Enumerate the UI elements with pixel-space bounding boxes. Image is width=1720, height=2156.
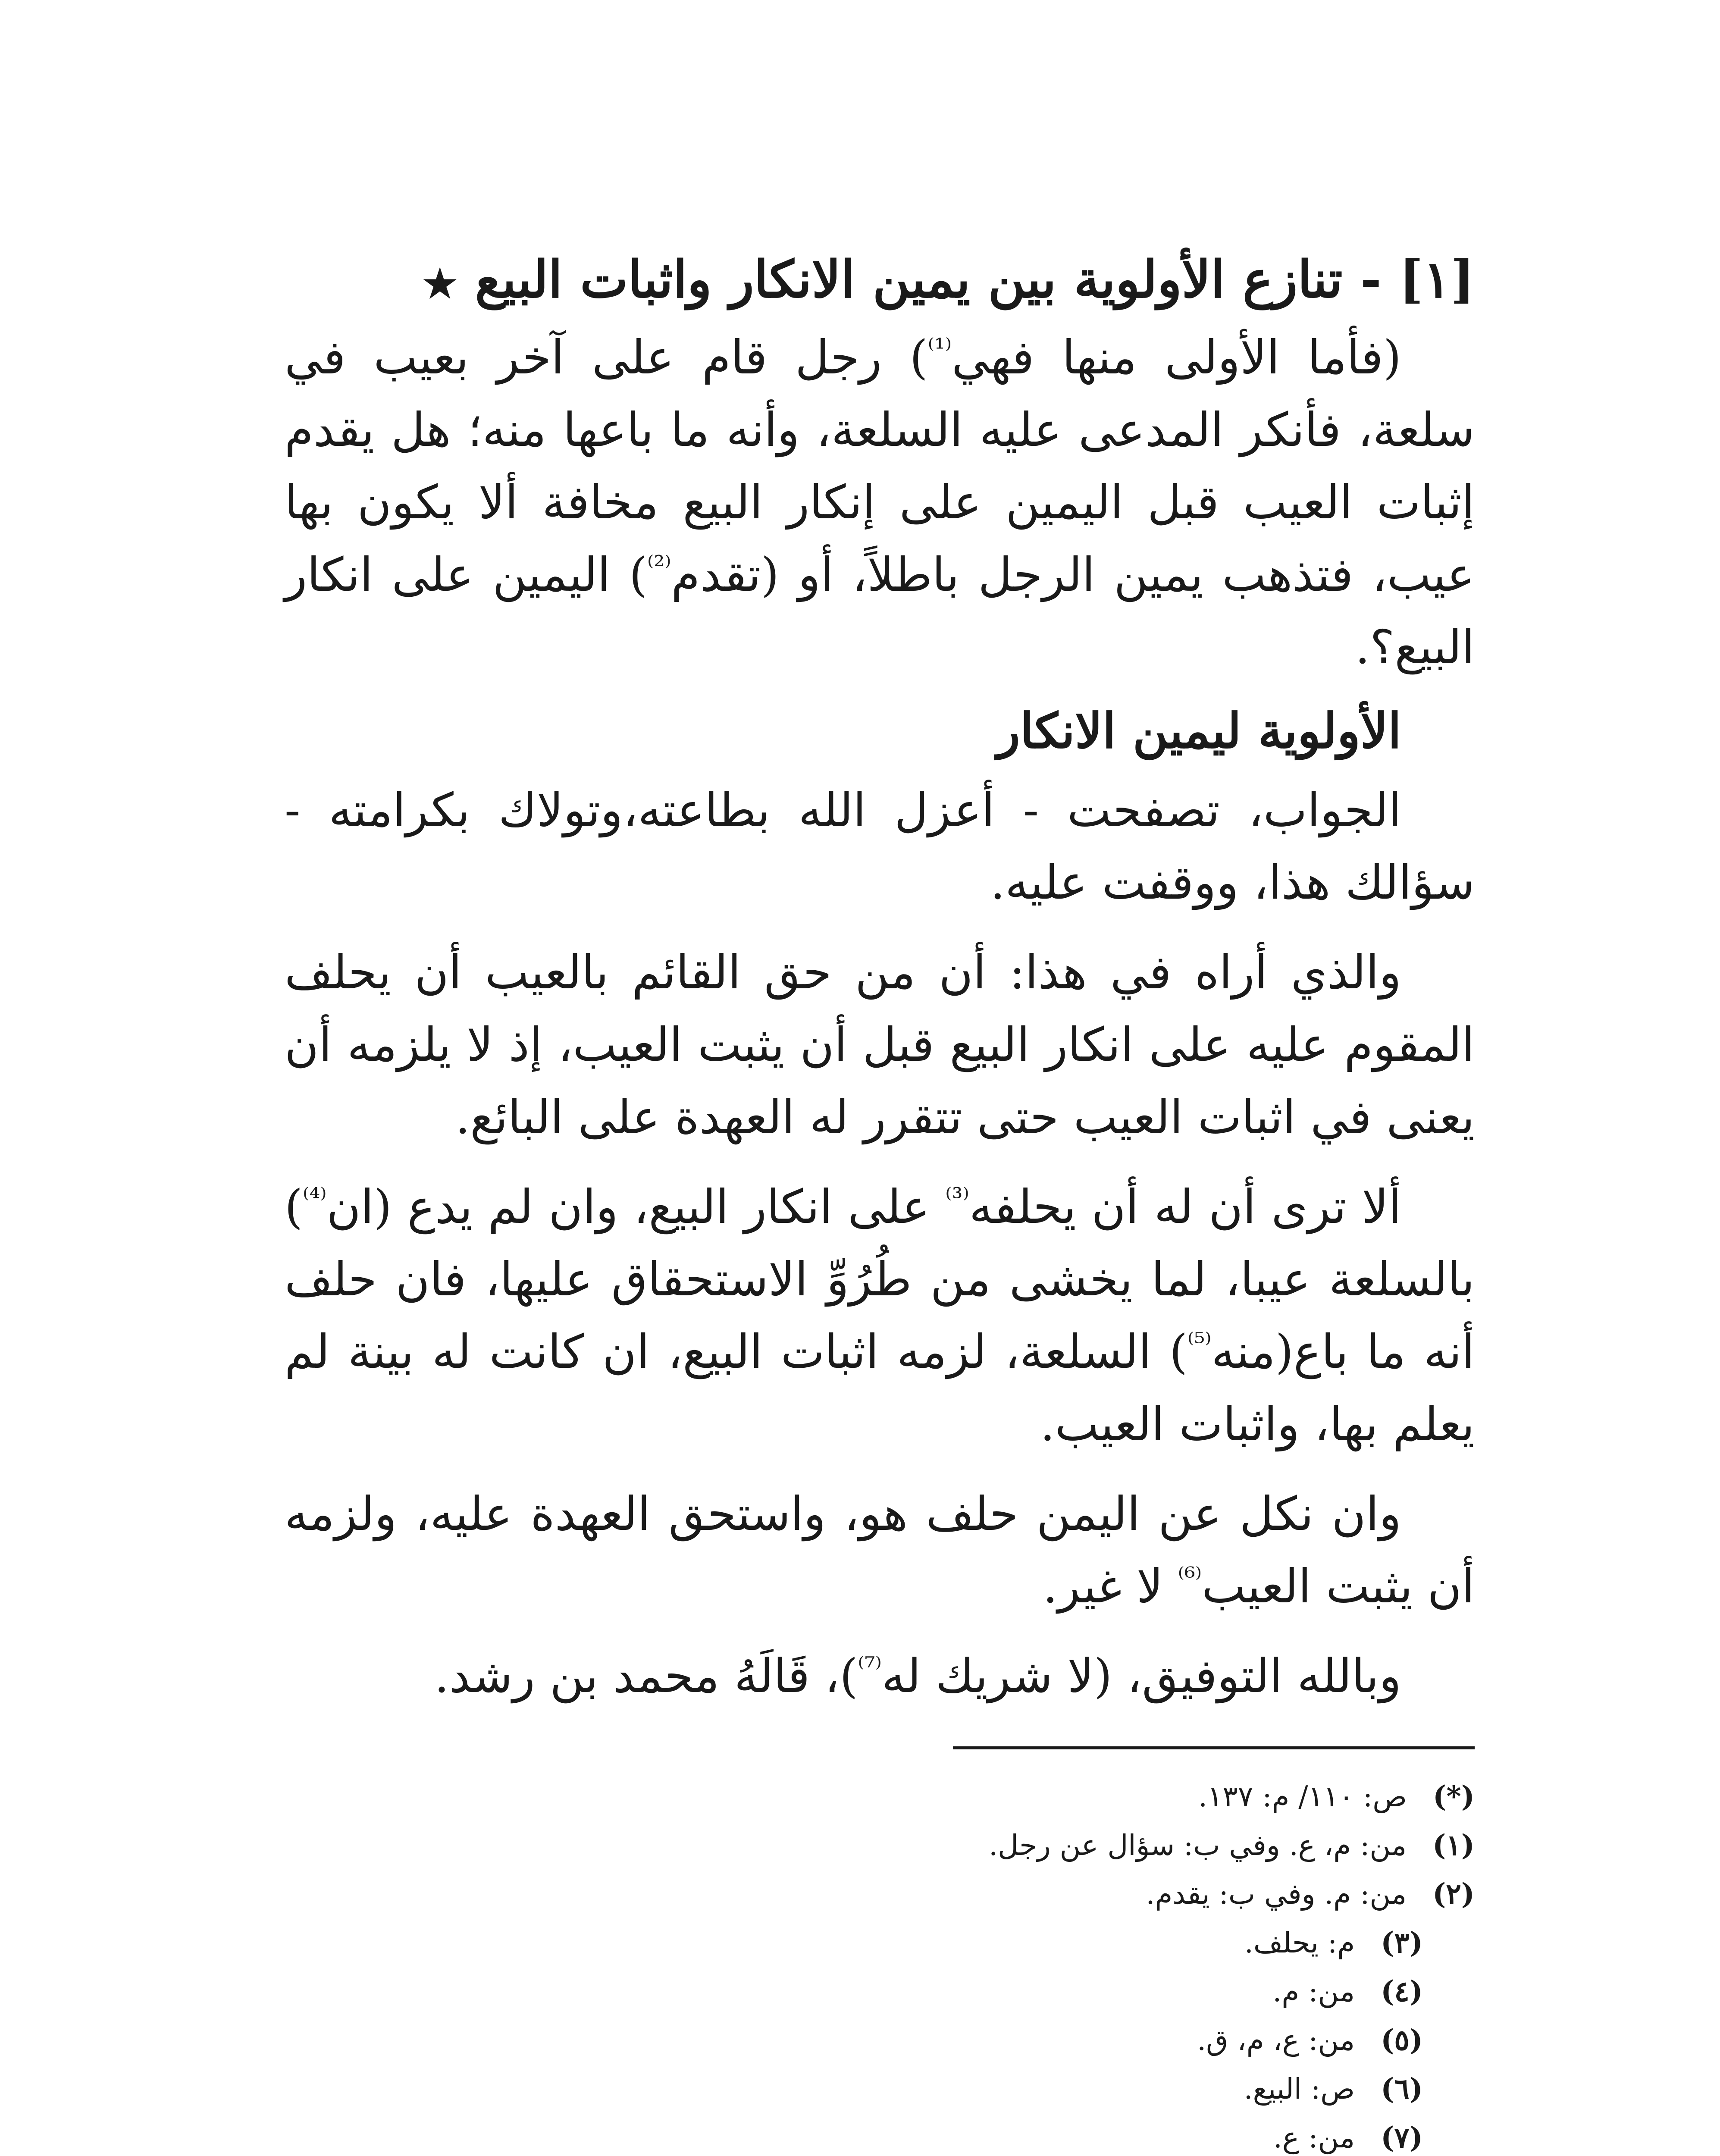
footnote-divider <box>953 1746 1475 1749</box>
footnote-item: (٤)من: م. <box>1272 1974 1423 2008</box>
footnote-ref: ⁽⁶⁾ <box>1178 1561 1202 1593</box>
section-number: [١] <box>1399 249 1475 309</box>
footnote-item: (٣)م: يحلف. <box>1244 1926 1423 1959</box>
section-title <box>285 241 1475 322</box>
section-title-text: - تنازع الأولوية بين يمين الانكار واثبات البيع <box>475 249 1382 309</box>
answer-paragraph: الجواب، تصفحت - أعزل الله بطاعته،وتولاك بكرامته - سؤالك هذا، ووقفت عليه. <box>285 783 1475 910</box>
footnote-item: (٢)من: م. وفي ب: يقدم. <box>1146 1877 1475 1911</box>
footnote-ref: ⁽⁴⁾ <box>303 1182 327 1213</box>
footnote-ref: ⁽⁷⁾ <box>858 1651 882 1683</box>
star-marker: ★ <box>422 261 457 307</box>
opinion-paragraph: والذي أراه في هذا: أن من حق القائم بالعيب أن يحلف المقوم عليه على انكار البيع قبل أن يثبت العيب، إذ لا يلزمه أن يعنى في اثبات العيب حتى تتقرر له العهدة على البائع. <box>285 946 1475 1144</box>
footnote-item: (٥)من: ع، م، ق. <box>1197 2023 1423 2057</box>
footnote-ref: ⁽⁵⁾ <box>1187 1327 1212 1358</box>
refusal-paragraph: وان نكل عن اليمن حلف هو، واستحق العهدة عليه، ولزمه أن يثبت العيب$^{^{(6)}}$ لا غير. <box>285 1487 1475 1614</box>
footnote-item: (*)ص: ١١٠/ م: ١٣٧. <box>1198 1780 1475 1813</box>
reason-paragraph: ألا ترى أن له أن يحلفه$^{^{(3)}}$ على انكار البيع، وان لم يدع (ان$^{^{(4)}}$) بالسلعة عيبا، لما يخشى من طُرُوِّ الاستحقاق عليها، فان حلف أنه ما باع(منه$^{^{(5)}}$) السلعة، لزمه اثبات البيع، ان كانت له بينة لم يعلم بها، واثبات العيب. <box>285 1180 1475 1451</box>
footnote-item: (١)من: م، ع. وفي ب: سؤال عن رجل. <box>989 1828 1475 1862</box>
page-body <box>285 241 1475 1713</box>
closing-line: وبالله التوفيق، (لا شريك له$^{^{(7)}}$)، قَالَهُ محمد بن رشد. <box>434 1649 1401 1703</box>
subheading: الأولوية ليمين الانكار <box>996 703 1401 759</box>
footnotes <box>285 1772 1475 2156</box>
footnote-ref: ⁽³⁾ <box>945 1182 969 1213</box>
footnote-item: (٧)من: ع. <box>1273 2121 1423 2154</box>
footnote-ref: ⁽¹⁾ <box>927 332 952 364</box>
question-paragraph: (فأما الأولى منها فهي$^{^{(1)}}$) رجل قام على آخر بعيب في سلعة، فأنكر المدعى عليه السلعة، وأنه ما باعها منه؛ هل يقدم إثبات العيب قبل اليمين على إنكار البيع مخافة ألا يكون بها عيب، فتذهب يمين الرجل باطلاً، أو (تقدم$^{^{(2)}}$) اليمين على انكار البيع؟. <box>285 331 1475 674</box>
footnote-ref: ⁽²⁾ <box>647 550 671 581</box>
footnote-item: (٦)ص: البيع. <box>1244 2072 1423 2106</box>
